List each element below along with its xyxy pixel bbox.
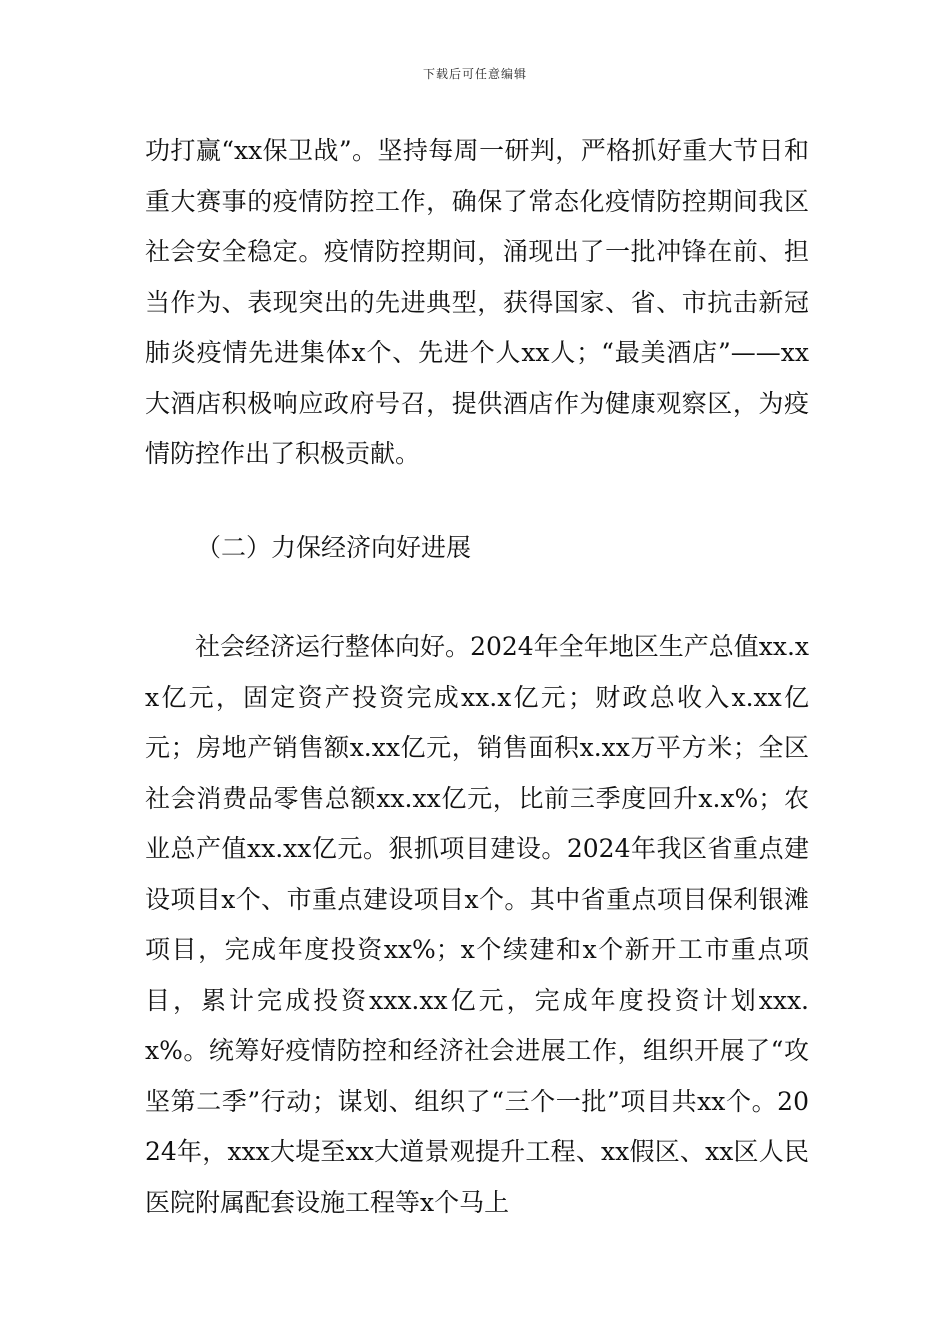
header-note: 下载后可任意编辑 xyxy=(422,67,527,81)
body-paragraph-2: 社会经济运行整体向好。2024年全年地区生产总值xx.xx亿元，固定资产投资完成xx.x亿元；财政总收入x.xx亿元；房地产销售额x.xx亿元，销售面积x.xx万平方米；全区社会消费品零售总额xx.xx亿元，比前三季度回升x.x%；农业总产值xx.xx亿元。狠抓项目建设。2024年我区省重点建设项目x个、市重点建设项目x个。其中省重点项目保利银滩项目，完成年度投资xx%；x个续建和x个新开工市重点项目，累计完成投资xxx.xx亿元，完成年度投资计划xxx.x%。统筹好疫情防控和经济社会进展工作，组织开展了“攻坚第二季”行动；谋划、组织了“三个一批”项目共xx个。2024年，xxx大堤至xx大道景观提升工程、xx假区、xx区人民医院附属配套设施工程等x个马上 xyxy=(145,632,809,1217)
body-paragraph-1: 功打赢“xx保卫战”。坚持每周一研判，严格抓好重大节日和重大赛事的疫情防控工作，确保了常态化疫情防控期间我区社会安全稳定。疫情防控期间，涌现出了一批冲锋在前、担当作为、表现突出的先进典型，获得国家、省、市抗击新冠肺炎疫情先进集体x个、先进个人xx人；“最美酒店”——xx大酒店积极响应政府号召，提供酒店作为健康观察区，为疫情防控作出了积极贡献。 xyxy=(145,136,809,468)
section-heading: （二）力保经济向好进展 xyxy=(196,533,472,562)
